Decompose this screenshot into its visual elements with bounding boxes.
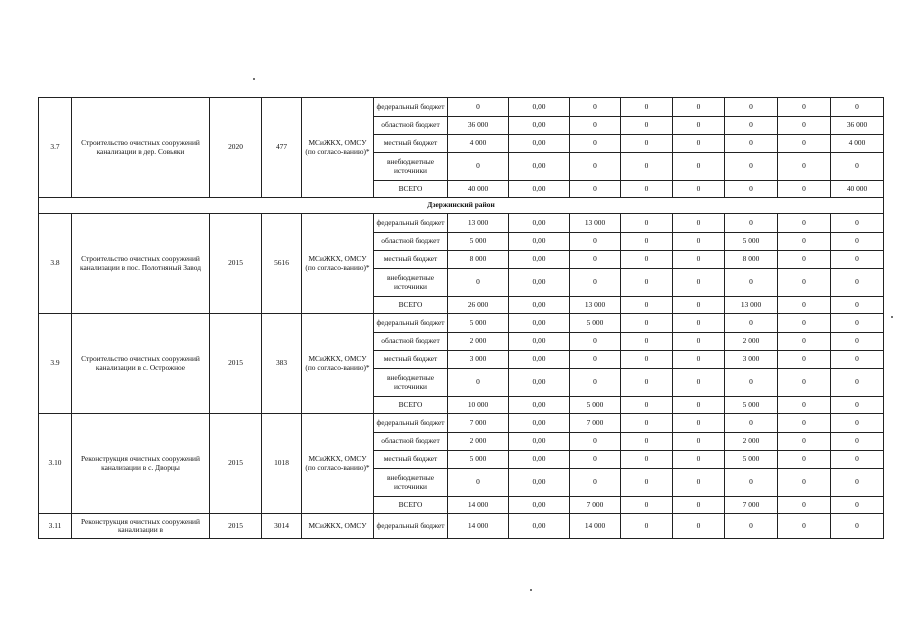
amount-cell: 0 [778,233,831,251]
amount-cell: 0 [673,135,725,153]
project-number: 3.8 [39,214,72,314]
amount-cell: 0 [570,269,621,297]
amount-cell: 0 [831,469,884,497]
amount-cell: 0 [673,297,725,314]
funding-source: местный бюджет [374,251,448,269]
amount-cell: 0,00 [509,497,570,514]
amount-cell: 0 [621,451,673,469]
amount-cell: 14 000 [448,497,509,514]
amount-cell: 0 [570,351,621,369]
amount-cell: 0 [673,397,725,414]
project-number: 3.7 [39,98,72,198]
project-name: Строительство очистных сооружений канализации в с. Острожное [72,314,210,414]
amount-cell: 0 [778,469,831,497]
funding-source: внебюджетные источники [374,469,448,497]
funding-source: внебюджетные источники [374,153,448,181]
table-row [39,514,884,539]
amount-cell: 5 000 [448,451,509,469]
funding-source: внебюджетные источники [374,369,448,397]
amount-cell: 0 [621,135,673,153]
amount-cell: 0 [778,181,831,198]
funding-source: федеральный бюджет [374,214,448,233]
amount-cell: 0 [621,117,673,135]
project-executor: МСиЖКХ, ОМСУ (по согласо-ванию)* [302,98,374,198]
amount-cell: 0 [621,514,673,539]
amount-cell: 3 000 [448,351,509,369]
amount-cell: 0,00 [509,297,570,314]
amount-cell: 0,00 [509,433,570,451]
amount-cell: 0 [725,314,778,333]
amount-cell: 0 [621,414,673,433]
amount-cell: 0 [621,251,673,269]
project-capacity: 5616 [262,214,302,314]
project-executor: МСиЖКХ, ОМСУ (по согласо-ванию)* [302,314,374,414]
amount-cell: 0 [778,297,831,314]
project-capacity: 477 [262,98,302,198]
amount-cell: 4 000 [831,135,884,153]
amount-cell: 0 [778,414,831,433]
amount-cell: 0,00 [509,397,570,414]
amount-cell: 0 [831,369,884,397]
funding-source: ВСЕГО [374,397,448,414]
amount-cell: 0 [673,451,725,469]
amount-cell: 0 [570,369,621,397]
amount-cell: 10 000 [448,397,509,414]
amount-cell: 0 [778,433,831,451]
amount-cell: 0 [673,333,725,351]
commission-year: 2015 [210,414,262,514]
amount-cell: 0 [778,333,831,351]
amount-cell: 13 000 [570,297,621,314]
amount-cell: 0 [831,414,884,433]
amount-cell: 5 000 [448,233,509,251]
funding-source: областной бюджет [374,233,448,251]
amount-cell: 0 [673,351,725,369]
amount-cell: 0 [778,251,831,269]
amount-cell: 0 [831,514,884,539]
amount-cell: 36 000 [831,117,884,135]
amount-cell: 0 [570,469,621,497]
amount-cell: 0 [621,181,673,198]
funding-source: местный бюджет [374,135,448,153]
amount-cell: 0 [448,153,509,181]
amount-cell: 0,00 [509,135,570,153]
amount-cell: 0 [725,269,778,297]
amount-cell: 0 [831,351,884,369]
amount-cell: 7 000 [725,497,778,514]
funding-source: ВСЕГО [374,297,448,314]
amount-cell: 0,00 [509,514,570,539]
amount-cell: 0 [831,297,884,314]
scan-speck [891,316,893,318]
funding-source: областной бюджет [374,117,448,135]
amount-cell: 0,00 [509,451,570,469]
amount-cell: 0 [570,117,621,135]
amount-cell: 0 [831,251,884,269]
amount-cell: 0 [831,333,884,351]
amount-cell: 8 000 [725,251,778,269]
amount-cell: 0 [725,369,778,397]
commission-year: 2015 [210,314,262,414]
funding-source: внебюджетные источники [374,269,448,297]
amount-cell: 2 000 [725,333,778,351]
budget-table [38,97,884,539]
amount-cell: 0 [831,214,884,233]
amount-cell: 0 [831,497,884,514]
amount-cell: 5 000 [570,314,621,333]
amount-cell: 0 [621,214,673,233]
amount-cell: 0 [673,181,725,198]
amount-cell: 0 [621,497,673,514]
amount-cell: 40 000 [831,181,884,198]
amount-cell: 0 [725,135,778,153]
commission-year: 2015 [210,214,262,314]
project-name: Реконструкция очистных сооружений канализации в [72,514,210,539]
amount-cell: 0 [725,153,778,181]
table-row [39,414,884,433]
amount-cell: 0 [725,514,778,539]
amount-cell: 0 [673,514,725,539]
amount-cell: 0 [831,233,884,251]
amount-cell: 0 [778,153,831,181]
amount-cell: 0,00 [509,153,570,181]
amount-cell: 0 [831,397,884,414]
funding-source: федеральный бюджет [374,514,448,539]
project-number: 3.10 [39,414,72,514]
funding-source: федеральный бюджет [374,98,448,117]
amount-cell: 7 000 [448,414,509,433]
amount-cell: 2 000 [448,333,509,351]
amount-cell: 0 [621,233,673,251]
amount-cell: 4 000 [448,135,509,153]
amount-cell: 0 [778,269,831,297]
amount-cell: 0 [570,153,621,181]
amount-cell: 0 [725,414,778,433]
amount-cell: 0 [778,351,831,369]
amount-cell: 0 [448,369,509,397]
amount-cell: 7 000 [570,414,621,433]
amount-cell: 13 000 [725,297,778,314]
project-executor: МСиЖКХ, ОМСУ (по согласо-ванию)* [302,214,374,314]
amount-cell: 0 [621,314,673,333]
amount-cell: 0 [570,451,621,469]
project-capacity: 3014 [262,514,302,539]
amount-cell: 0,00 [509,233,570,251]
amount-cell: 0 [831,314,884,333]
funding-source: областной бюджет [374,333,448,351]
amount-cell: 0 [673,214,725,233]
amount-cell: 0,00 [509,414,570,433]
amount-cell: 0 [673,117,725,135]
amount-cell: 40 000 [448,181,509,198]
project-name: Строительство очистных сооружений канализации в дер. Совьяки [72,98,210,198]
amount-cell: 0 [621,369,673,397]
funding-source: федеральный бюджет [374,314,448,333]
amount-cell: 0 [570,135,621,153]
amount-cell: 0 [673,233,725,251]
amount-cell: 0 [621,98,673,117]
amount-cell: 0 [831,269,884,297]
amount-cell: 0 [831,433,884,451]
amount-cell: 0 [621,269,673,297]
amount-cell: 14 000 [570,514,621,539]
project-name: Строительство очистных сооружений канализации в пос. Полотняный Завод [72,214,210,314]
project-number: 3.11 [39,514,72,539]
amount-cell: 0,00 [509,269,570,297]
amount-cell: 0,00 [509,214,570,233]
amount-cell: 5 000 [725,451,778,469]
amount-cell: 0 [778,369,831,397]
amount-cell: 0 [570,333,621,351]
amount-cell: 0 [621,433,673,451]
project-number: 3.9 [39,314,72,414]
amount-cell: 0 [831,153,884,181]
amount-cell: 0 [673,153,725,181]
amount-cell: 0 [778,214,831,233]
amount-cell: 0 [673,314,725,333]
amount-cell: 0 [448,469,509,497]
amount-cell: 2 000 [725,433,778,451]
amount-cell: 0 [673,269,725,297]
amount-cell: 0 [725,469,778,497]
region-row [39,198,884,214]
amount-cell: 0 [725,214,778,233]
funding-source: местный бюджет [374,351,448,369]
amount-cell: 0,00 [509,369,570,397]
amount-cell: 0 [673,433,725,451]
amount-cell: 0 [570,233,621,251]
amount-cell: 0 [621,297,673,314]
amount-cell: 0 [570,98,621,117]
amount-cell: 0 [621,351,673,369]
amount-cell: 7 000 [570,497,621,514]
amount-cell: 0 [778,98,831,117]
amount-cell: 0,00 [509,333,570,351]
project-executor: МСиЖКХ, ОМСУ [302,514,374,539]
amount-cell: 0,00 [509,314,570,333]
amount-cell: 13 000 [570,214,621,233]
funding-source: областной бюджет [374,433,448,451]
amount-cell: 0 [778,514,831,539]
amount-cell: 0 [570,433,621,451]
amount-cell: 5 000 [725,233,778,251]
commission-year: 2020 [210,98,262,198]
amount-cell: 0 [621,397,673,414]
amount-cell: 0 [570,251,621,269]
funding-source: местный бюджет [374,451,448,469]
amount-cell: 0 [673,98,725,117]
amount-cell: 0 [831,98,884,117]
amount-cell: 0 [778,397,831,414]
amount-cell: 5 000 [570,397,621,414]
amount-cell: 0 [725,98,778,117]
amount-cell: 0 [621,153,673,181]
table-row [39,98,884,117]
region-title: Дзержинский район [39,198,884,214]
amount-cell: 0,00 [509,98,570,117]
amount-cell: 0 [725,181,778,198]
funding-source: ВСЕГО [374,497,448,514]
funding-source: ВСЕГО [374,181,448,198]
amount-cell: 0 [831,451,884,469]
amount-cell: 0 [673,414,725,433]
amount-cell: 0 [621,469,673,497]
amount-cell: 0,00 [509,469,570,497]
amount-cell: 2 000 [448,433,509,451]
scan-speck [530,589,532,591]
project-name: Реконструкция очистных сооружений канализации в с. Дворцы [72,414,210,514]
commission-year: 2015 [210,514,262,539]
amount-cell: 26 000 [448,297,509,314]
amount-cell: 0 [673,369,725,397]
amount-cell: 0 [448,269,509,297]
amount-cell: 0,00 [509,251,570,269]
funding-source: федеральный бюджет [374,414,448,433]
amount-cell: 0 [778,135,831,153]
amount-cell: 0 [725,117,778,135]
table-row [39,214,884,233]
amount-cell: 0,00 [509,181,570,198]
amount-cell: 0 [673,497,725,514]
amount-cell: 36 000 [448,117,509,135]
amount-cell: 3 000 [725,351,778,369]
project-capacity: 383 [262,314,302,414]
project-capacity: 1018 [262,414,302,514]
amount-cell: 0 [621,333,673,351]
amount-cell: 0,00 [509,117,570,135]
amount-cell: 13 000 [448,214,509,233]
amount-cell: 5 000 [448,314,509,333]
amount-cell: 0 [673,251,725,269]
amount-cell: 0 [448,98,509,117]
amount-cell: 0 [778,314,831,333]
amount-cell: 0 [570,181,621,198]
amount-cell: 8 000 [448,251,509,269]
scan-speck [253,78,255,80]
amount-cell: 0 [778,451,831,469]
amount-cell: 5 000 [725,397,778,414]
amount-cell: 0 [778,117,831,135]
amount-cell: 0 [778,497,831,514]
amount-cell: 0 [673,469,725,497]
project-executor: МСиЖКХ, ОМСУ (по согласо-ванию)* [302,414,374,514]
amount-cell: 0,00 [509,351,570,369]
table-row [39,314,884,333]
amount-cell: 14 000 [448,514,509,539]
